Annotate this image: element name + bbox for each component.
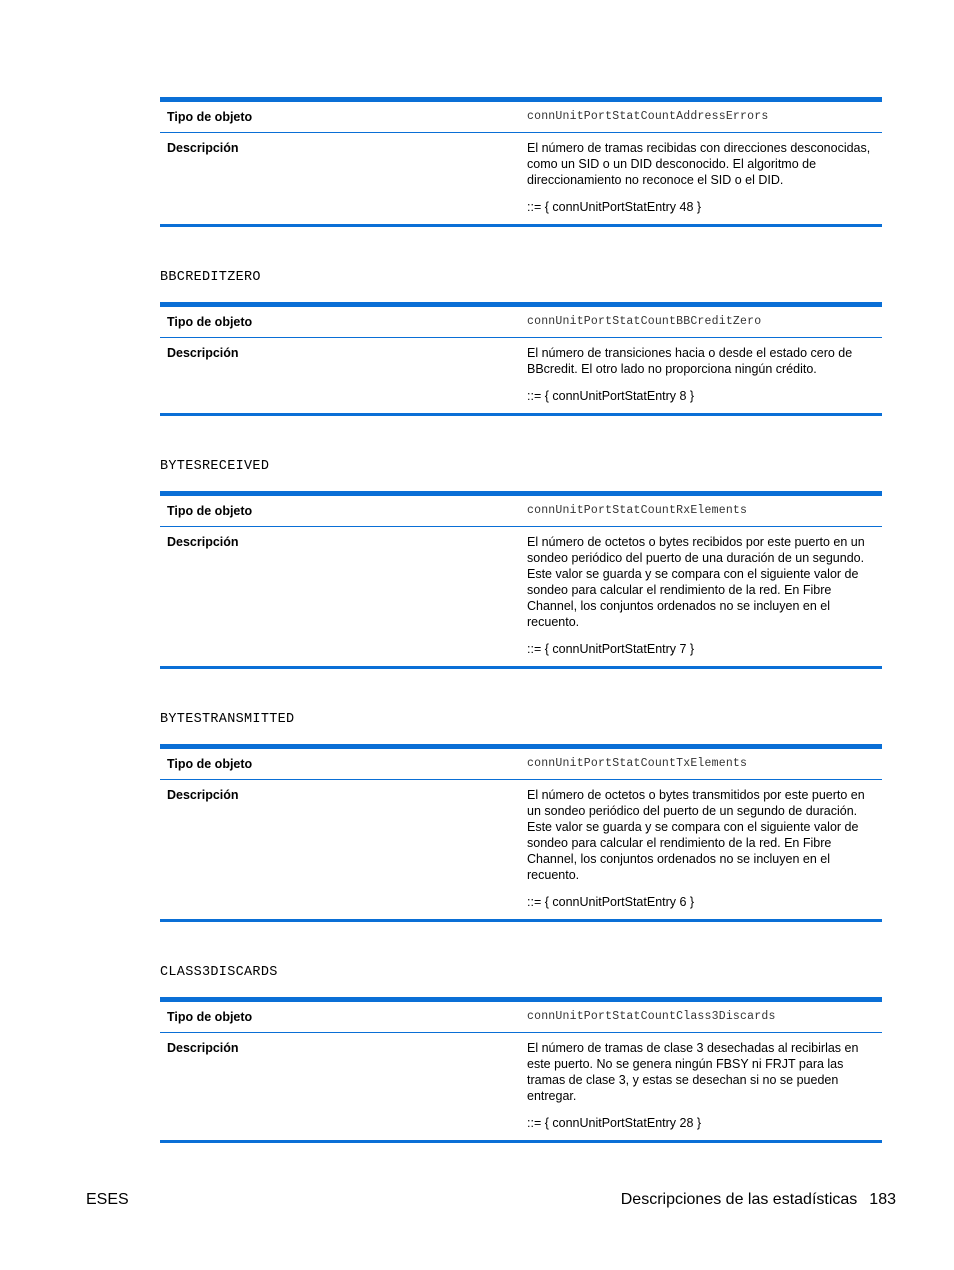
table-row-type	[160, 102, 882, 133]
entry-reference: ::= { connUnitPortStatEntry 28 }	[527, 1116, 702, 1130]
table-row-description	[160, 133, 882, 224]
object-type-value: connUnitPortStatCountAddressErrors	[527, 110, 769, 123]
table-row-type	[160, 1002, 882, 1033]
label-description: Descripción	[167, 346, 239, 360]
page-footer	[86, 1191, 896, 1209]
section-heading-bytesreceived: BYTESRECEIVED	[160, 459, 270, 474]
entry-reference: ::= { connUnitPortStatEntry 7 }	[527, 642, 695, 656]
label-description: Descripción	[167, 535, 239, 549]
table-row-type	[160, 496, 882, 527]
table-class3discards	[160, 997, 882, 1143]
label-object-type: Tipo de objeto	[167, 315, 253, 329]
table-row-description	[160, 780, 882, 919]
table-bbcreditzero	[160, 302, 882, 416]
label-object-type: Tipo de objeto	[167, 1010, 253, 1024]
object-type-value: connUnitPortStatCountClass3Discards	[527, 1010, 776, 1023]
entry-reference: ::= { connUnitPortStatEntry 6 }	[527, 895, 695, 909]
table-row-description	[160, 1033, 882, 1140]
footer-right	[621, 1191, 896, 1209]
section-heading-class3discards: CLASS3DISCARDS	[160, 965, 278, 980]
section-heading-bbcreditzero: BBCREDITZERO	[160, 270, 261, 285]
description-text: El número de octetos o bytes transmitidos por este puerto en un sondeo periódico del puerto de un segundo de duración. Este valor se guarda y se compara con el siguiente valor de sondeo para calcular el rendimiento de la red. En Fibre Channel, los conjuntos ordenados no se incluyen en el recuento.	[527, 788, 865, 882]
table-address-errors	[160, 97, 882, 227]
table-row-description	[160, 527, 882, 666]
table-bytestransmitted	[160, 744, 882, 922]
footer-chapter-title: Descripciones de las estadísticas	[620, 1191, 858, 1208]
label-object-type: Tipo de objeto	[167, 504, 253, 518]
table-row-description	[160, 338, 882, 413]
table-row-type	[160, 749, 882, 780]
entry-reference: ::= { connUnitPortStatEntry 48 }	[527, 200, 702, 214]
object-type-value: connUnitPortStatCountTxElements	[527, 757, 748, 770]
footer-locale: ESES	[86, 1191, 129, 1208]
document-body	[160, 97, 882, 1143]
table-row-type	[160, 307, 882, 338]
label-object-type: Tipo de objeto	[167, 757, 253, 771]
description-text: El número de tramas recibidas con direcciones desconocidas, como un SID o un DID desconocido. El algoritmo de direccionamiento no reconoce el SID o el DID.	[527, 141, 871, 187]
description-text: El número de octetos o bytes recibidos por este puerto en un sondeo periódico del puerto de una duración de un segundo. Este valor se guarda y se compara con el siguiente valor de sondeo para calcular el rendimiento de la red. En Fibre Channel, los conjuntos ordenados no se incluyen en el recuento.	[527, 535, 865, 629]
description-text: El número de tramas de clase 3 desechadas al recibirlas en este puerto. No se genera ningún FBSY ni FRJT para las tramas de clase 3, y estas se desechan si no se pueden entregar.	[527, 1041, 859, 1103]
section-heading-bytestransmitted: BYTESTRANSMITTED	[160, 712, 295, 727]
object-type-value: connUnitPortStatCountRxElements	[527, 504, 748, 517]
object-type-value: connUnitPortStatCountBBCreditZero	[527, 315, 762, 328]
label-description: Descripción	[167, 788, 239, 802]
label-description: Descripción	[167, 141, 239, 155]
table-bytesreceived	[160, 491, 882, 669]
label-object-type: Tipo de objeto	[167, 110, 253, 124]
description-text: El número de transiciones hacia o desde el estado cero de BBcredit. El otro lado no proporciona ningún crédito.	[527, 346, 853, 376]
page-number: 183	[869, 1191, 896, 1208]
entry-reference: ::= { connUnitPortStatEntry 8 }	[527, 389, 695, 403]
label-description: Descripción	[167, 1041, 239, 1055]
